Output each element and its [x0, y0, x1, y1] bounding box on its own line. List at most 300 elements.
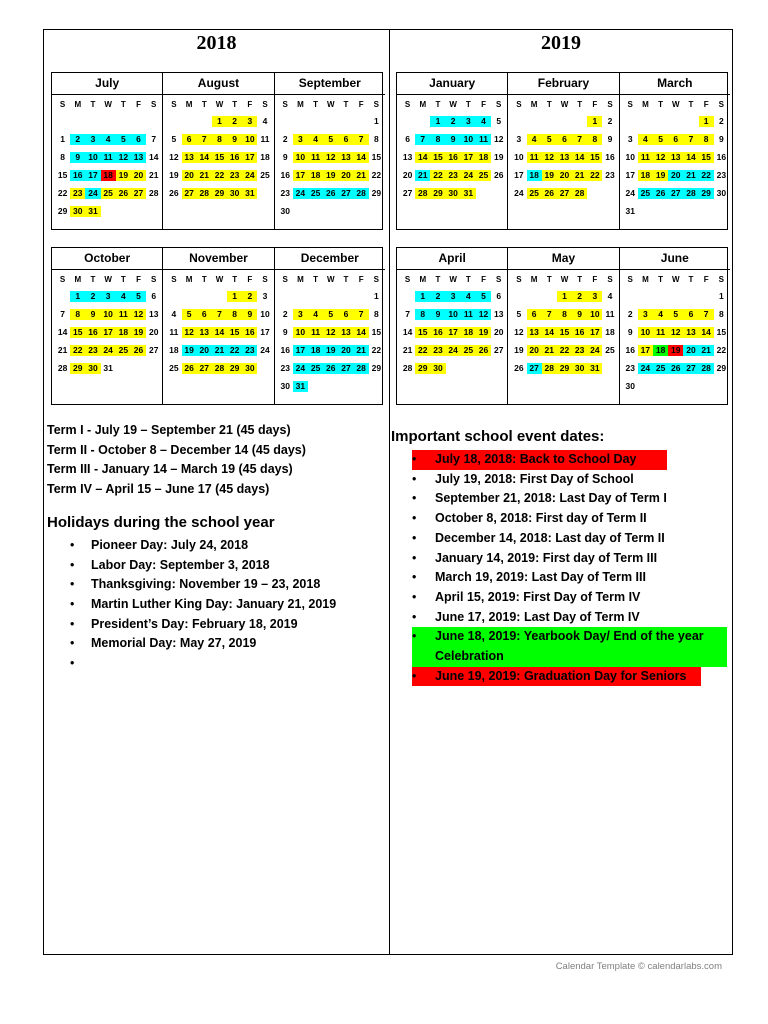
day-cell: 1 — [60, 133, 65, 144]
day-cell: 3 — [516, 133, 522, 144]
day-cell: 1 — [718, 290, 724, 301]
day-cell: 21 — [572, 170, 587, 181]
day-cell: 2 — [572, 291, 587, 302]
weekday-label: T — [546, 275, 552, 284]
day-cell: 6 — [496, 290, 502, 301]
day-cell: 18 — [527, 170, 542, 181]
day-cell: 16 — [227, 152, 242, 163]
day-cell: 9 — [242, 309, 257, 320]
day-cell: 7 — [212, 309, 227, 320]
day-cell: 22 — [587, 170, 602, 181]
day-cell: 27 — [148, 344, 159, 355]
day-cell — [293, 206, 308, 217]
day-cell: 30 — [572, 363, 587, 374]
day-cell: 15 — [430, 152, 445, 163]
weekday-label: S — [373, 100, 380, 109]
weekday-label: S — [496, 100, 502, 109]
day-cell: 18 — [101, 170, 116, 181]
event-item — [412, 667, 701, 687]
day-cell: 29 — [70, 363, 85, 374]
day-cell: 5 — [182, 309, 197, 320]
day-cell: 21 — [699, 345, 714, 356]
day-cell: 7 — [699, 309, 714, 320]
day-cell: 27 — [131, 188, 146, 199]
weekday-label: S — [151, 100, 157, 109]
weekday-label: T — [343, 275, 349, 284]
day-cell: 21 — [542, 345, 557, 356]
week-row — [511, 112, 617, 130]
day-cell — [638, 381, 653, 392]
event-text: December 14, 2018: Last day of Term II — [435, 530, 665, 545]
day-cell: 19 — [653, 170, 668, 181]
event-item — [412, 627, 727, 666]
week-row — [511, 148, 617, 166]
day-cell: 2 — [627, 308, 633, 319]
day-cell: 18 — [308, 345, 323, 356]
holiday-item: • Memorial Day: May 27, 2019 — [70, 634, 336, 654]
day-cell: 2 — [282, 308, 288, 319]
week-row — [400, 184, 506, 202]
day-cell: 21 — [354, 345, 369, 356]
day-cell: 14 — [197, 152, 212, 163]
day-cell: 10 — [446, 309, 461, 320]
day-cell: 29 — [227, 363, 242, 374]
term-4: Term IV – April 15 – June 17 (45 days) — [47, 481, 270, 496]
day-cell: 7 — [197, 134, 212, 145]
day-cell: 23 — [280, 187, 290, 198]
weekday-label: W — [215, 275, 224, 284]
day-cell: 21 — [402, 344, 413, 355]
day-cell: 8 — [718, 308, 724, 319]
day-cell: 1 — [70, 291, 85, 302]
day-cell — [446, 363, 461, 374]
weekday-label: T — [120, 100, 126, 109]
day-cell — [197, 116, 212, 127]
week-row — [511, 341, 617, 359]
day-cell: 10 — [260, 308, 270, 319]
day-cell: 24 — [260, 344, 270, 355]
day-cell — [668, 116, 683, 127]
weekday-label: S — [262, 275, 268, 284]
day-cell: 23 — [605, 169, 615, 180]
day-cell: 12 — [668, 327, 683, 338]
day-cell — [338, 291, 353, 302]
day-cell: 2 — [227, 116, 242, 127]
month-name: February — [508, 73, 618, 95]
holiday-item: • Pioneer Day: July 24, 2018 — [70, 536, 336, 556]
day-cell: 28 — [197, 188, 212, 199]
day-cell: 25 — [605, 344, 615, 355]
week-row — [278, 112, 384, 130]
day-cell: 10 — [101, 309, 116, 320]
day-cell: 11 — [638, 152, 653, 163]
weekday-label: F — [592, 275, 598, 284]
day-cell — [653, 116, 668, 127]
weekday-header — [620, 275, 730, 284]
day-cell: 11 — [169, 326, 179, 337]
day-cell: 17 — [587, 327, 602, 338]
day-cell: 26 — [182, 363, 197, 374]
day-cell: 11 — [527, 152, 542, 163]
day-cell: 16 — [605, 151, 615, 162]
day-cell — [354, 206, 369, 217]
week-row — [623, 112, 729, 130]
weekday-label: F — [703, 275, 709, 284]
weekday-label: S — [496, 275, 502, 284]
day-cell: 11 — [653, 327, 668, 338]
day-cell — [354, 381, 369, 392]
day-cell: 14 — [354, 327, 369, 338]
day-cell: 24 — [587, 345, 602, 356]
months-grid-oct-dec — [51, 247, 383, 405]
month-name: June — [620, 248, 730, 270]
week-row — [166, 184, 272, 202]
day-cell: 24 — [293, 188, 308, 199]
footer-credit: Calendar Template © calendarlabs.com — [555, 961, 722, 972]
day-cell — [400, 116, 415, 127]
day-cell: 23 — [280, 362, 290, 373]
day-cell — [714, 206, 729, 217]
weekday-label: T — [313, 100, 319, 109]
day-cell: 22 — [371, 344, 382, 355]
day-cell: 24 — [625, 187, 635, 198]
weekday-header — [508, 100, 618, 109]
weekday-header — [52, 275, 162, 284]
day-cell: 22 — [716, 344, 727, 355]
weekday-label: S — [627, 100, 633, 109]
day-cell — [323, 116, 338, 127]
left-column-2018 — [44, 30, 390, 954]
day-cell: 15 — [415, 327, 430, 338]
week-row — [623, 202, 729, 220]
day-cell: 22 — [371, 169, 382, 180]
day-cell — [257, 363, 272, 374]
day-cell: 19 — [476, 327, 491, 338]
day-cell: 19 — [514, 344, 524, 355]
day-cell: 31 — [293, 381, 308, 392]
day-cell: 9 — [446, 134, 461, 145]
weekday-label: T — [658, 100, 664, 109]
weekday-label: S — [373, 275, 380, 284]
day-cell: 1 — [373, 290, 379, 301]
day-cell: 9 — [430, 309, 445, 320]
day-cell: 11 — [308, 152, 323, 163]
day-cell: 8 — [699, 134, 714, 145]
day-cell: 18 — [638, 170, 653, 181]
year-heading-2018: 2018 — [196, 32, 237, 54]
day-cell: 29 — [716, 362, 727, 373]
day-cell: 20 — [493, 326, 504, 337]
weekday-label: M — [419, 100, 427, 109]
day-cell — [146, 363, 161, 374]
weekday-label: F — [481, 100, 486, 109]
day-cell: 31 — [587, 363, 602, 374]
day-cell: 28 — [699, 363, 714, 374]
day-cell: 26 — [131, 345, 146, 356]
day-cell: 6 — [557, 134, 572, 145]
day-cell: 30 — [242, 363, 257, 374]
day-cell: 9 — [85, 309, 100, 320]
terms-list — [47, 421, 306, 499]
day-cell: 16 — [572, 327, 587, 338]
day-cell: 24 — [293, 363, 308, 374]
day-cell — [70, 116, 85, 127]
month-name: October — [52, 248, 162, 270]
week-row — [623, 184, 729, 202]
day-cell — [415, 116, 430, 127]
day-cell: 3 — [85, 134, 100, 145]
week-row — [55, 305, 161, 323]
weekday-label: S — [607, 100, 613, 109]
week-row — [623, 130, 729, 148]
events-list — [412, 450, 727, 686]
day-cell: 30 — [280, 380, 290, 391]
day-cell: 20 — [338, 170, 353, 181]
day-cell: 16 — [430, 327, 445, 338]
day-cell: 13 — [131, 152, 146, 163]
day-cell: 7 — [405, 308, 410, 319]
day-cell: 15 — [371, 326, 382, 337]
day-cell: 12 — [116, 152, 131, 163]
day-cell: 12 — [131, 309, 146, 320]
weekday-label: T — [546, 100, 552, 109]
month-august — [163, 73, 274, 229]
day-cell: 5 — [516, 308, 522, 319]
event-item — [412, 489, 727, 509]
day-cell: 3 — [627, 133, 633, 144]
week-row — [278, 341, 384, 359]
day-cell: 27 — [338, 363, 353, 374]
month-name: April — [397, 248, 507, 270]
week-row — [400, 359, 506, 377]
day-cell: 20 — [668, 170, 683, 181]
day-cell: 1 — [227, 291, 242, 302]
month-name: May — [508, 248, 618, 270]
day-cell — [683, 116, 698, 127]
day-cell — [476, 188, 491, 199]
day-cell: 1 — [212, 116, 227, 127]
right-column-2019 — [389, 30, 733, 954]
weekday-header — [508, 275, 618, 284]
weekday-label: T — [688, 275, 694, 284]
day-cell: 10 — [638, 327, 653, 338]
event-text: April 15, 2019: First Day of Term IV — [435, 589, 641, 604]
day-cell: 19 — [542, 170, 557, 181]
week-row — [55, 323, 161, 341]
month-september — [275, 73, 385, 229]
day-cell: 22 — [430, 170, 445, 181]
day-cell: 5 — [668, 309, 683, 320]
day-cell — [369, 206, 384, 217]
day-cell: 23 — [430, 345, 445, 356]
week-row — [511, 305, 617, 323]
weekday-label: S — [404, 100, 411, 109]
day-cell: 13 — [493, 308, 504, 319]
weekday-label: M — [185, 100, 193, 109]
week-row — [623, 359, 729, 377]
weekday-label: M — [74, 100, 82, 109]
weekday-label: W — [104, 275, 112, 284]
week-row — [166, 359, 272, 377]
day-cell — [699, 381, 714, 392]
day-cell — [511, 291, 526, 302]
day-cell: 18 — [169, 344, 179, 355]
day-cell: 8 — [430, 134, 445, 145]
day-cell: 24 — [446, 345, 461, 356]
events-title: Important school event dates: — [391, 428, 605, 445]
day-cell: 26 — [116, 188, 131, 199]
day-cell — [308, 291, 323, 302]
day-cell: 6 — [668, 134, 683, 145]
day-cell: 6 — [338, 309, 353, 320]
event-item — [412, 450, 667, 470]
week-row — [400, 130, 506, 148]
day-cell: 15 — [587, 152, 602, 163]
day-cell: 10 — [293, 152, 308, 163]
day-cell: 14 — [415, 152, 430, 163]
day-cell: 17 — [85, 170, 100, 181]
weekday-label: W — [449, 100, 457, 109]
month-april — [397, 248, 508, 404]
day-cell: 28 — [402, 362, 413, 373]
day-cell: 17 — [242, 152, 257, 163]
week-row — [278, 359, 384, 377]
weekday-label: W — [560, 100, 569, 109]
day-cell: 9 — [70, 152, 85, 163]
day-cell: 22 — [557, 345, 572, 356]
week-row — [166, 287, 272, 305]
day-cell: 4 — [171, 308, 177, 319]
day-cell — [338, 116, 353, 127]
day-cell: 31 — [625, 205, 635, 216]
day-cell: 12 — [653, 152, 668, 163]
day-cell: 9 — [607, 133, 613, 144]
day-cell — [85, 116, 100, 127]
weekday-header — [275, 275, 385, 284]
day-cell: 30 — [625, 380, 635, 391]
day-cell: 19 — [323, 345, 338, 356]
day-cell: 10 — [242, 134, 257, 145]
day-cell: 4 — [638, 134, 653, 145]
month-name: November — [163, 248, 273, 270]
months-grid-apr-jun — [396, 247, 728, 405]
day-cell: 25 — [169, 362, 179, 373]
day-cell: 30 — [430, 363, 445, 374]
day-cell: 13 — [148, 308, 159, 319]
day-cell: 16 — [70, 170, 85, 181]
day-cell — [653, 206, 668, 217]
day-cell: 11 — [101, 152, 116, 163]
day-cell: 28 — [212, 363, 227, 374]
day-cell — [527, 116, 542, 127]
day-cell: 28 — [415, 188, 430, 199]
day-cell: 15 — [557, 327, 572, 338]
weekday-label: S — [404, 275, 411, 284]
day-cell: 18 — [260, 151, 270, 162]
day-cell: 12 — [542, 152, 557, 163]
day-cell: 25 — [476, 170, 491, 181]
day-cell — [278, 291, 293, 302]
day-cell — [491, 188, 506, 199]
weekday-label: S — [151, 275, 157, 284]
weekday-label: S — [627, 275, 633, 284]
day-cell: 4 — [476, 116, 491, 127]
day-cell: 10 — [461, 134, 476, 145]
day-cell: 3 — [242, 116, 257, 127]
day-cell — [638, 116, 653, 127]
week-row — [623, 305, 729, 323]
day-cell: 28 — [148, 187, 159, 198]
day-cell: 17 — [293, 345, 308, 356]
week-row — [55, 359, 161, 377]
day-cell: 30 — [227, 188, 242, 199]
day-cell: 26 — [476, 345, 491, 356]
day-cell: 7 — [572, 134, 587, 145]
day-cell: 5 — [542, 134, 557, 145]
day-cell: 23 — [446, 170, 461, 181]
weekday-label: F — [247, 100, 253, 109]
day-cell — [101, 206, 116, 217]
event-text: July 19, 2018: First Day of School — [435, 471, 634, 486]
day-cell: 8 — [557, 309, 572, 320]
day-cell: 4 — [653, 309, 668, 320]
day-cell: 22 — [227, 345, 242, 356]
day-cell — [623, 291, 638, 302]
week-row — [400, 305, 506, 323]
week-row — [400, 166, 506, 184]
day-cell: 17 — [625, 169, 635, 180]
weekday-header — [397, 275, 507, 284]
event-text: March 19, 2019: Last Day of Term III — [435, 570, 646, 585]
day-cell: 18 — [653, 345, 668, 356]
day-cell: 5 — [131, 291, 146, 302]
day-cell: 5 — [116, 134, 131, 145]
day-cell: 12 — [182, 327, 197, 338]
day-cell: 11 — [260, 133, 270, 144]
day-cell: 6 — [683, 309, 698, 320]
day-cell: 2 — [446, 116, 461, 127]
day-cell: 20 — [402, 169, 413, 180]
day-cell: 29 — [415, 363, 430, 374]
holiday-item: • Martin Luther King Day: January 21, 2019 — [70, 595, 336, 615]
week-row — [623, 323, 729, 341]
day-cell — [308, 116, 323, 127]
day-cell: 2 — [718, 115, 724, 126]
week-row — [278, 377, 384, 395]
weekday-label: S — [607, 275, 613, 284]
weekday-label: T — [201, 100, 207, 109]
weekday-label: M — [530, 275, 538, 284]
weekday-label: F — [703, 100, 709, 109]
day-cell: 25 — [101, 188, 116, 199]
week-row — [55, 130, 161, 148]
day-cell: 28 — [542, 363, 557, 374]
day-cell: 13 — [182, 152, 197, 163]
day-cell: 6 — [182, 134, 197, 145]
month-name: March — [620, 73, 730, 95]
day-cell — [572, 116, 587, 127]
day-cell: 10 — [293, 327, 308, 338]
week-row — [623, 166, 729, 184]
day-cell — [653, 381, 668, 392]
day-cell: 5 — [323, 309, 338, 320]
day-cell — [338, 381, 353, 392]
day-cell: 13 — [338, 327, 353, 338]
week-row — [400, 148, 506, 166]
day-cell: 15 — [212, 152, 227, 163]
day-cell: 15 — [227, 327, 242, 338]
day-cell: 13 — [557, 152, 572, 163]
